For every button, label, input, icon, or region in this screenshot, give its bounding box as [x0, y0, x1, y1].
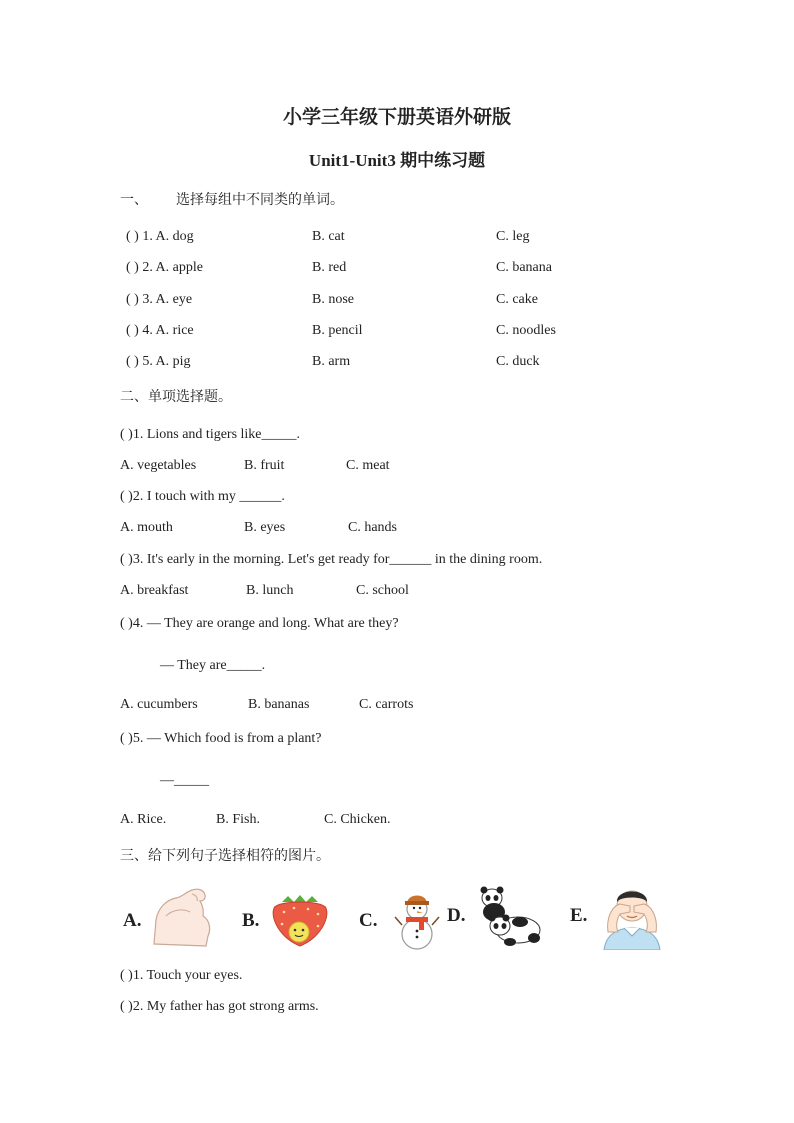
s2-q1-opt-a: A. vegetables — [120, 458, 197, 473]
s1-row3-c: C. cake — [496, 292, 538, 307]
s1-row3-a: ( ) 3. A. eye — [126, 292, 193, 307]
s2-q3-opt-c: C. school — [356, 583, 409, 598]
page-subtitle: Unit1-Unit3 期中练习题 — [308, 151, 486, 170]
arm-muscle-icon — [148, 886, 212, 948]
picture-label-b: B. — [242, 910, 260, 931]
picture-label-c: C. — [359, 910, 378, 931]
s2-q2: ( )2. I touch with my ______. — [120, 489, 285, 504]
s2-q2-opt-a: A. mouth — [120, 520, 173, 535]
pandas-icon — [476, 886, 544, 948]
s1-row5-c: C. duck — [496, 354, 540, 369]
section2-heading: 二、单项选择题。 — [120, 389, 232, 405]
s2-q3-opt-b: B. lunch — [246, 583, 294, 598]
s2-q1: ( )1. Lions and tigers like_____. — [120, 427, 301, 442]
s2-q2-opt-b: B. eyes — [244, 520, 286, 535]
s2-q2-opt-c: C. hands — [348, 520, 397, 535]
s1-row4-c: C. noodles — [496, 323, 556, 338]
s3-q2: ( )2. My father has got strong arms. — [120, 999, 319, 1014]
section3-heading: 三、给下列句子选择相符的图片。 — [120, 848, 330, 864]
section1-number: 一、 — [120, 192, 148, 208]
s2-q5-opt-a: A. Rice. — [120, 812, 167, 827]
s2-q3-opt-a: A. breakfast — [120, 583, 189, 598]
s2-q4-opt-b: B. bananas — [248, 697, 310, 712]
page-title: 小学三年级下册英语外研版 — [282, 106, 511, 128]
s2-q5: ( )5. — Which food is from a plant? — [120, 731, 322, 746]
s2-q4: ( )4. — They are orange and long. What are they? — [120, 616, 399, 631]
s1-row5-b: B. arm — [312, 354, 351, 369]
s2-q1-opt-c: C. meat — [346, 458, 390, 473]
s2-q3: ( )3. It's early in the morning. Let's get ready for______ in the dining room. — [120, 552, 543, 567]
s2-q4-opt-a: A. cucumbers — [120, 697, 198, 712]
s1-row5-a: ( ) 5. A. pig — [126, 354, 191, 369]
s1-row4-b: B. pencil — [312, 323, 363, 338]
s1-row2-a: ( ) 2. A. apple — [126, 260, 203, 275]
section1-heading: 选择每组中不同类的单词。 — [176, 192, 344, 208]
s1-row4-a: ( ) 4. A. rice — [126, 323, 194, 338]
s1-row3-b: B. nose — [312, 292, 354, 307]
strawberry-icon — [268, 894, 332, 950]
s2-q4-answer: — They are_____. — [160, 658, 266, 673]
s2-q4-opt-c: C. carrots — [359, 697, 414, 712]
s1-row1-c: C. leg — [496, 229, 530, 244]
s3-q1: ( )1. Touch your eyes. — [120, 968, 243, 983]
picture-label-d: D. — [447, 905, 466, 926]
boy-covering-eyes-icon — [598, 882, 666, 950]
s1-row2-b: B. red — [312, 260, 347, 275]
snowman-icon — [394, 889, 440, 951]
s2-q5-answer: —_____ — [160, 773, 209, 788]
s1-row1-a: ( ) 1. A. dog — [126, 229, 194, 244]
s2-q5-opt-c: C. Chicken. — [324, 812, 391, 827]
s2-q1-opt-b: B. fruit — [244, 458, 285, 473]
picture-label-a: A. — [123, 910, 142, 931]
picture-label-e: E. — [570, 905, 588, 926]
s2-q5-opt-b: B. Fish. — [216, 812, 260, 827]
s1-row2-c: C. banana — [496, 260, 552, 275]
s1-row1-b: B. cat — [312, 229, 345, 244]
